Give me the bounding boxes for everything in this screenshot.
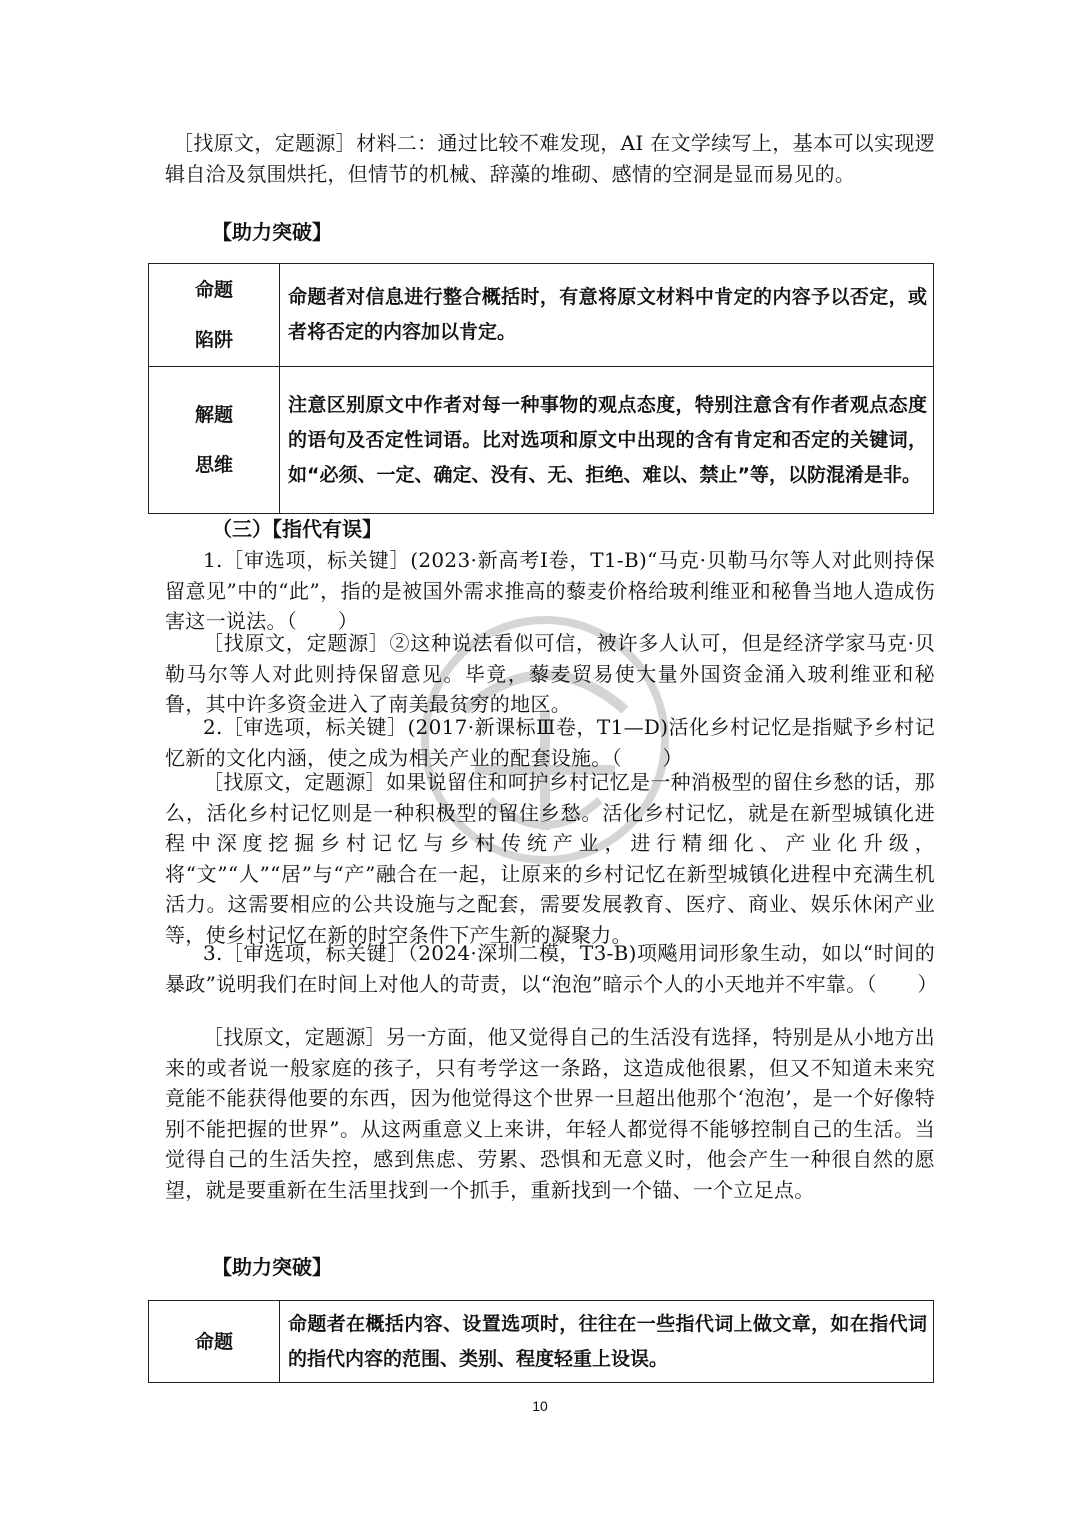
question-3: 3.［审选项，标关键］（2024·深圳二模，T3-B)项飚用词形象生动，如以“时间的暴政”说明我们在时间上对他人的苛责，以“泡泡”暗示个人的小天地并不牢靠。（ ）	[165, 941, 938, 996]
row-content: 命题者在概括内容、设置选项时，往往在一些指代词上做文章，如在指代词的指代内容的范围、类别、程度轻重上设误。	[280, 1301, 934, 1383]
row-label: 解题 思维	[149, 367, 280, 514]
section-heading: 【助力突破】	[212, 220, 332, 244]
question-2: 2.［审选项，标关键］(2017·新课标Ⅲ卷，T1—D)活化乡村记忆是指赋予乡村记忆新的文化内涵，使之成为相关产业的配套设施。（ ）	[165, 715, 935, 770]
row-content: 注意区别原文中作者对每一种事物的观点态度，特别注意含有作者观点态度的语句及否定性词语。比对选项和原文中出现的含有肯定和否定的关键词，如“必须、一定、确定、没有、无、拒绝、难以、禁止”等，以防混淆是非。	[280, 367, 934, 514]
tip-table	[148, 1300, 934, 1383]
page-number: 10	[532, 1398, 548, 1414]
row-content: 命题者对信息进行整合概括时，有意将原文材料中肯定的内容予以否定，或者将否定的内容加以肯定。	[280, 264, 934, 367]
table-row	[149, 1301, 934, 1383]
question-1: 1.［审选项，标关键］(2023·新高考Ⅰ卷，T1-B)“马克·贝勒马尔等人对此则持保留意见”中的“此”，指的是被国外需求推高的藜麦价格给玻利维亚和秘鲁当地人造成伤害这一说法。（ ）	[165, 548, 935, 633]
question-3-source: ［找原文，定题源］另一方面，他又觉得自己的生活没有选择，特别是从小地方出来的或者说一般家庭的孩子，只有考学这一条路，这造成他很累，但又不知道未来究竟能不能获得他要的东西，因为他觉得这个世界一旦超出他那个‘泡泡’，是一个好像特别不能把握的世界”。从这两重意义上来讲，年轻人都觉得不能够控制自己的生活。当觉得自己的生活失控，感到焦虑、劳累、恐惧和无意义时，他会产生一种很自然的愿望，就是要重新在生活里找到一个抓手，重新找到一个锚、一个立足点。	[165, 1025, 935, 1202]
row-label: 命题 陷阱	[149, 264, 280, 367]
source-paragraph: ［找原文，定题源］材料二：通过比较不难发现，AI 在文学续写上，基本可以实现逻辑自洽及氛围烘托，但情节的机械、辞藻的堆砌、感情的空洞是显而易见的。	[165, 131, 935, 186]
question-1-source: ［找原文，定题源］②这种说法看似可信，被许多人认可，但是经济学家马克·贝勒马尔等人对此则持保留意见。毕竟，藜麦贸易使大量外国资金涌入玻利维亚和秘鲁，其中许多资金进入了南美最贫穷的地区。	[165, 631, 935, 716]
section-heading: （三）【指代有误】	[212, 517, 382, 541]
section-heading: 【助力突破】	[212, 1255, 332, 1279]
tip-table	[148, 263, 934, 514]
question-2-source: ［找原文，定题源］如果说留住和呵护乡村记忆是一种消极型的留住乡愁的话，那么，活化乡村记忆则是一种积极型的留住乡愁。活化乡村记忆，就是在新型城镇化进程中深度挖掘乡村记忆与乡村传统产业，进行精细化、产业化升级，将“文”“人”“居”与“产”融合在一起，让原来的乡村记忆在新型城镇化进程中充满生机活力。这需要相应的公共设施与之配套，需要发展教育、医疗、商业、娱乐休闲产业等，使乡村记忆在新的时空条件下产生新的凝聚力。	[165, 770, 935, 947]
table-row	[149, 367, 934, 514]
row-label: 命题	[149, 1301, 280, 1383]
table-row	[149, 264, 934, 367]
